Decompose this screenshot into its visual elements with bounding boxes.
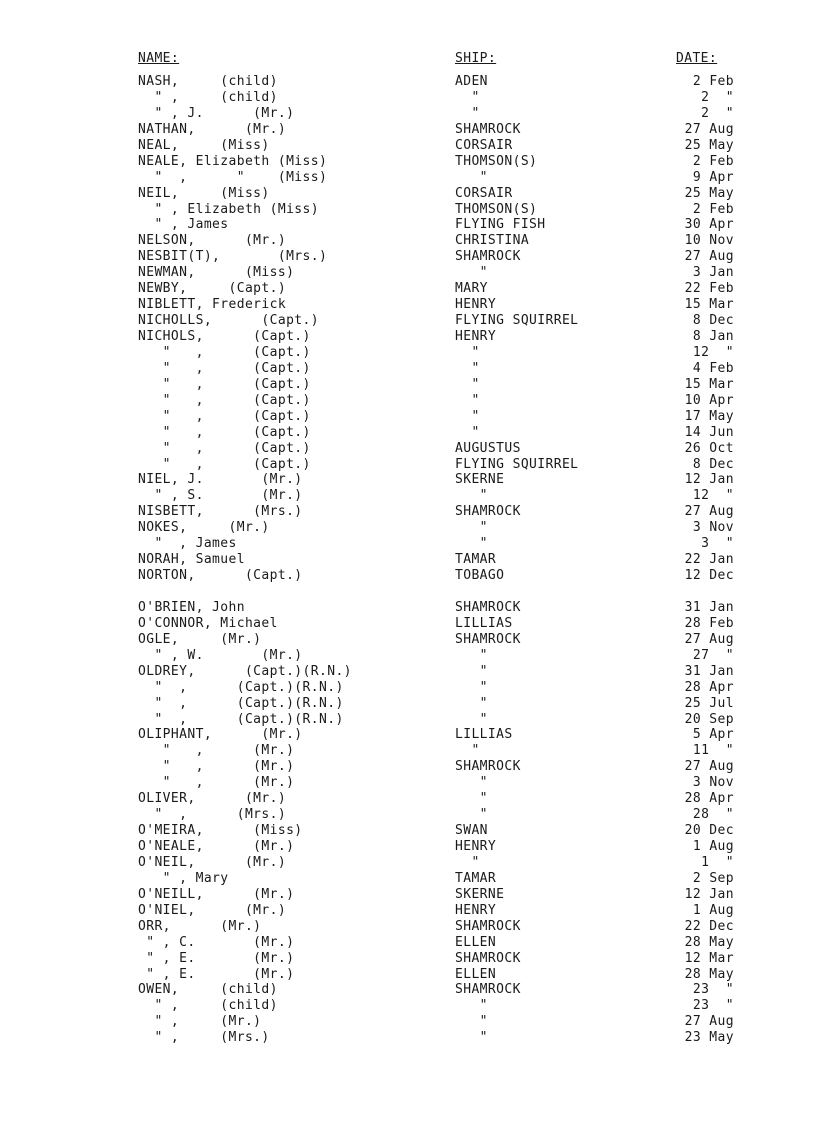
row-ship: SHAMROCK — [455, 249, 521, 265]
list-row — [0, 472, 816, 488]
row-date: 23 " — [692, 998, 734, 1014]
list-row — [0, 759, 816, 775]
row-ship: " — [455, 743, 480, 759]
row-ship: CORSAIR — [455, 185, 513, 201]
row-date: 12 Mar — [684, 950, 734, 966]
row-date: 5 Apr — [692, 727, 734, 743]
row-ship: " — [455, 360, 480, 376]
row-name: " , (Mrs.) — [138, 1030, 270, 1046]
row-ship: SKERNE — [455, 472, 505, 488]
list-row — [0, 839, 816, 855]
row-ship: MARY — [455, 281, 488, 297]
row-date: 3 Nov — [692, 520, 734, 536]
row-date: 25 Jul — [684, 695, 734, 711]
row-name: NEWMAN, (Miss) — [138, 265, 295, 281]
row-ship: SHAMROCK — [455, 950, 521, 966]
row-date: 27 Aug — [684, 1014, 734, 1030]
row-ship: " — [455, 663, 488, 679]
list-row — [0, 600, 816, 616]
row-ship: " — [455, 536, 488, 552]
row-name: " , (Capt.) — [138, 408, 311, 424]
row-ship: ELLEN — [455, 966, 497, 982]
row-date: 23 May — [684, 1030, 734, 1046]
row-ship: " — [455, 791, 488, 807]
row-name: " , (Mr.) — [138, 743, 295, 759]
list-row — [0, 329, 816, 345]
column-header-date: DATE: — [676, 51, 718, 66]
row-ship: " — [455, 344, 480, 360]
row-ship: SHAMROCK — [455, 631, 521, 647]
row-ship: " — [455, 1030, 488, 1046]
list-row — [0, 648, 816, 664]
list-row — [0, 664, 816, 680]
row-date: 3 Nov — [692, 775, 734, 791]
list-row — [0, 536, 816, 552]
row-date: 28 Feb — [684, 615, 734, 631]
row-ship: " — [455, 679, 488, 695]
row-date: 28 Apr — [684, 791, 734, 807]
row-name: OLIVER, (Mr.) — [138, 791, 287, 807]
row-name: " , E. (Mr.) — [138, 966, 295, 982]
row-name: " , (Mrs.) — [138, 807, 287, 823]
row-ship: " — [455, 105, 480, 121]
row-name: " , (Capt.) — [138, 344, 311, 360]
row-ship: " — [455, 695, 488, 711]
row-ship: HENRY — [455, 902, 497, 918]
row-name: " , E. (Mr.) — [138, 950, 295, 966]
row-name: NASH, (child) — [138, 74, 278, 89]
row-date: 2 " — [701, 105, 734, 121]
row-name: " , (Capt.)(R.N.) — [138, 711, 344, 727]
list-row — [0, 138, 816, 154]
row-name: " , (Capt.) — [138, 360, 311, 376]
row-name: " , W. (Mr.) — [138, 647, 303, 663]
row-ship: THOMSON(S) — [455, 153, 538, 169]
row-date: 27 " — [692, 647, 734, 663]
list-row — [0, 186, 816, 202]
list-row — [0, 823, 816, 839]
row-date: 25 May — [684, 185, 734, 201]
list-row — [0, 1030, 816, 1046]
row-name: " , Mary — [138, 870, 229, 886]
list-row — [0, 998, 816, 1014]
row-name: NEWBY, (Capt.) — [138, 281, 287, 297]
row-date: 2 Feb — [692, 153, 734, 169]
row-date: 20 Sep — [684, 711, 734, 727]
row-date: 2 " — [701, 89, 734, 105]
list-row — [0, 680, 816, 696]
row-name: OLDREY, (Capt.)(R.N.) — [138, 663, 352, 679]
list-row — [0, 967, 816, 983]
row-ship: HENRY — [455, 329, 497, 344]
list-row — [0, 488, 816, 504]
row-date: 8 Jan — [692, 329, 734, 344]
list-row — [0, 74, 816, 90]
list-row — [0, 106, 816, 122]
row-name: NEALE, Elizabeth (Miss) — [138, 153, 328, 169]
passenger-list — [0, 74, 816, 1046]
row-date: 20 Dec — [684, 823, 734, 839]
row-name: NELSON, (Mr.) — [138, 233, 287, 249]
list-row — [0, 409, 816, 425]
list-row — [0, 233, 816, 249]
row-ship: " — [455, 376, 480, 392]
list-row — [0, 313, 816, 329]
list-row — [0, 632, 816, 648]
list-row — [0, 281, 816, 297]
row-name: " , (child) — [138, 998, 278, 1014]
list-row — [0, 457, 816, 473]
row-ship: SWAN — [455, 823, 488, 839]
row-date: 15 Mar — [684, 297, 734, 313]
row-date: 15 Mar — [684, 376, 734, 392]
row-ship: " — [455, 488, 488, 504]
row-name: NICHOLLS, (Capt.) — [138, 313, 319, 329]
row-name: O'MEIRA, (Miss) — [138, 823, 303, 839]
row-date: 28 Apr — [684, 679, 734, 695]
row-ship: " — [455, 775, 488, 791]
row-ship: " — [455, 392, 480, 408]
row-name: NATHAN, (Mr.) — [138, 121, 287, 137]
row-ship: " — [455, 424, 480, 440]
row-name: " , (Mr.) — [138, 759, 295, 775]
row-ship: " — [455, 520, 488, 536]
row-ship: LILLIAS — [455, 727, 513, 743]
row-date: 27 Aug — [684, 249, 734, 265]
row-name: O'NEIL, (Mr.) — [138, 854, 287, 870]
list-row — [0, 696, 816, 712]
row-date: 17 May — [684, 408, 734, 424]
list-row — [0, 951, 816, 967]
row-ship: LILLIAS — [455, 615, 513, 631]
row-name: " , (Mr.) — [138, 1014, 262, 1030]
row-ship: HENRY — [455, 297, 497, 313]
row-name: " , Elizabeth (Miss) — [138, 201, 319, 217]
row-date: 27 Aug — [684, 121, 734, 137]
list-row — [0, 982, 816, 998]
row-date: 3 " — [701, 536, 734, 552]
row-ship: TAMAR — [455, 552, 497, 568]
row-date: 12 Dec — [684, 568, 734, 584]
list-row — [0, 297, 816, 313]
list-row — [0, 520, 816, 536]
row-ship: " — [455, 1014, 488, 1030]
list-row — [0, 90, 816, 106]
row-date: 10 Apr — [684, 392, 734, 408]
row-date: 28 May — [684, 966, 734, 982]
row-name: " , (Capt.) — [138, 440, 311, 456]
row-ship: HENRY — [455, 839, 497, 854]
row-date: 28 " — [692, 807, 734, 823]
list-row — [0, 345, 816, 361]
row-date: 22 Feb — [684, 281, 734, 297]
list-row — [0, 712, 816, 728]
list-row — [0, 616, 816, 632]
list-row — [0, 727, 816, 743]
list-row — [0, 249, 816, 265]
row-date: 3 Jan — [692, 265, 734, 281]
row-date: 27 Aug — [684, 504, 734, 520]
row-name: " , S. (Mr.) — [138, 488, 303, 504]
row-name: " , (Capt.)(R.N.) — [138, 679, 344, 695]
row-name: O'NEALE, (Mr.) — [138, 839, 295, 854]
row-date: 9 Apr — [692, 169, 734, 185]
row-ship: " — [455, 169, 488, 185]
list-row — [0, 791, 816, 807]
row-date: 2 Feb — [692, 74, 734, 89]
row-name: NIEL, J. (Mr.) — [138, 472, 303, 488]
row-date: 2 Feb — [692, 201, 734, 217]
row-date: 25 May — [684, 137, 734, 153]
column-header-name: NAME: — [138, 51, 180, 66]
row-ship: ELLEN — [455, 934, 497, 950]
row-date: 14 Jun — [684, 424, 734, 440]
row-ship: FLYING SQUIRREL — [455, 313, 579, 329]
row-name: NOKES, (Mr.) — [138, 520, 270, 536]
list-row — [0, 122, 816, 138]
row-name: " , J. (Mr.) — [138, 105, 295, 121]
row-ship: CORSAIR — [455, 137, 513, 153]
row-name: " , C. (Mr.) — [138, 934, 295, 950]
row-ship: SKERNE — [455, 886, 505, 902]
row-date: 27 Aug — [684, 631, 734, 647]
list-row — [0, 1014, 816, 1030]
row-date: 22 Jan — [684, 552, 734, 568]
list-row — [0, 504, 816, 520]
row-ship: " — [455, 265, 488, 281]
list-row — [0, 425, 816, 441]
row-name: " , " (Miss) — [138, 169, 328, 185]
list-row — [0, 361, 816, 377]
list-row — [0, 552, 816, 568]
row-date: 26 Oct — [684, 440, 734, 456]
row-name: " , (Capt.) — [138, 424, 311, 440]
list-row — [0, 807, 816, 823]
row-ship: " — [455, 89, 480, 105]
list-row — [0, 441, 816, 457]
row-ship: THOMSON(S) — [455, 201, 538, 217]
row-name: " , (Capt.) — [138, 376, 311, 392]
row-date: 1 " — [701, 854, 734, 870]
row-name: " , (Capt.) — [138, 456, 311, 472]
list-row — [0, 393, 816, 409]
row-ship: AUGUSTUS — [455, 440, 521, 456]
row-date: 11 " — [692, 743, 734, 759]
row-date: 12 " — [692, 344, 734, 360]
row-date: 31 Jan — [684, 663, 734, 679]
list-row — [0, 568, 816, 584]
row-ship: " — [455, 647, 488, 663]
row-name: NEIL, (Miss) — [138, 185, 270, 201]
list-row — [0, 775, 816, 791]
row-date: 12 " — [692, 488, 734, 504]
row-date: 23 " — [692, 982, 734, 998]
row-date: 8 Dec — [692, 313, 734, 329]
list-row — [0, 743, 816, 759]
row-name: NORAH, Samuel — [138, 552, 245, 568]
section-gap — [0, 584, 816, 600]
row-ship: FLYING SQUIRREL — [455, 456, 579, 472]
row-ship: SHAMROCK — [455, 918, 521, 934]
row-name: " , James — [138, 536, 237, 552]
row-name: ORR, (Mr.) — [138, 918, 262, 934]
row-date: 2 Sep — [692, 870, 734, 886]
list-row — [0, 217, 816, 233]
list-row — [0, 887, 816, 903]
row-ship: TAMAR — [455, 870, 497, 886]
row-ship: FLYING FISH — [455, 217, 546, 233]
list-row — [0, 202, 816, 218]
row-ship: SHAMROCK — [455, 504, 521, 520]
row-ship: SHAMROCK — [455, 982, 521, 998]
row-name: NICHOLS, (Capt.) — [138, 329, 311, 344]
list-row — [0, 377, 816, 393]
row-name: O'BRIEN, John — [138, 599, 245, 615]
row-name: " , (child) — [138, 89, 278, 105]
row-ship: SHAMROCK — [455, 599, 521, 615]
row-name: NISBETT, (Mrs.) — [138, 504, 303, 520]
row-ship: SHAMROCK — [455, 121, 521, 137]
row-ship: " — [455, 998, 488, 1014]
row-date: 12 Jan — [684, 886, 734, 902]
row-date: 28 May — [684, 934, 734, 950]
row-ship: " — [455, 408, 480, 424]
row-name: O'NIEL, (Mr.) — [138, 902, 287, 918]
list-row — [0, 154, 816, 170]
column-header-ship: SHIP: — [455, 51, 497, 66]
row-ship: " — [455, 854, 480, 870]
row-ship: CHRISTINA — [455, 233, 530, 249]
row-name: OGLE, (Mr.) — [138, 631, 262, 647]
row-name: NESBIT(T), (Mrs.) — [138, 249, 328, 265]
row-date: 30 Apr — [684, 217, 734, 233]
list-row — [0, 935, 816, 951]
row-date: 1 Aug — [692, 839, 734, 854]
row-ship: " — [455, 711, 488, 727]
row-date: 10 Nov — [684, 233, 734, 249]
row-name: " , (Capt.) — [138, 392, 311, 408]
list-row — [0, 265, 816, 281]
row-ship: ADEN — [455, 74, 488, 89]
row-date: 8 Dec — [692, 456, 734, 472]
list-row — [0, 170, 816, 186]
row-date: 4 Feb — [692, 360, 734, 376]
row-date: 22 Dec — [684, 918, 734, 934]
list-row — [0, 903, 816, 919]
row-name: " , (Capt.)(R.N.) — [138, 695, 344, 711]
row-name: " , (Mr.) — [138, 775, 295, 791]
list-row — [0, 871, 816, 887]
row-name: O'NEILL, (Mr.) — [138, 886, 295, 902]
row-date: 12 Jan — [684, 472, 734, 488]
row-name: OWEN, (child) — [138, 982, 278, 998]
row-name: OLIPHANT, (Mr.) — [138, 727, 303, 743]
row-name: " , James — [138, 217, 229, 233]
row-name: O'CONNOR, Michael — [138, 615, 278, 631]
row-name: NORTON, (Capt.) — [138, 568, 303, 584]
list-row — [0, 855, 816, 871]
row-ship: " — [455, 807, 488, 823]
row-date: 31 Jan — [684, 599, 734, 615]
row-name: NIBLETT, Frederick — [138, 297, 287, 313]
row-date: 27 Aug — [684, 759, 734, 775]
row-ship: SHAMROCK — [455, 759, 521, 775]
list-row — [0, 919, 816, 935]
row-date: 1 Aug — [692, 902, 734, 918]
row-ship: TOBAGO — [455, 568, 505, 584]
row-name: NEAL, (Miss) — [138, 137, 270, 153]
